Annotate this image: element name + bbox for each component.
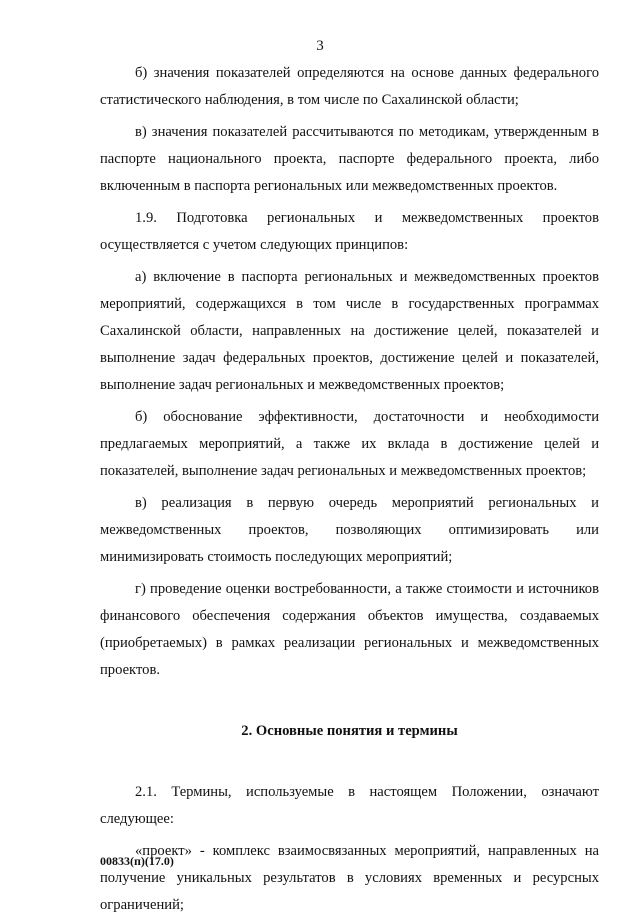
- section-heading: 2. Основные понятия и термины: [241, 723, 458, 739]
- paragraph-principle-b: б) обоснование эффективности, достаточности и необходимости предлагаемых мероприятий, а также их вклада в достижение целей и показателей, выполнение задач региональных и межведомственных проектов;: [100, 409, 599, 479]
- paragraph-indicators-methodology: в) значения показателей рассчитываются по методикам, утвержденным в паспорте национального проекта, паспорте федерального проекта, либо включенным в паспорта региональных или межведомственных проектов.: [100, 124, 599, 194]
- paragraph-clause-2-1: 2.1. Термины, используемые в настоящем Положении, означают следующее:: [100, 784, 599, 827]
- page-number: 3: [316, 38, 324, 54]
- paragraph-clause-1-9: 1.9. Подготовка региональных и межведомственных проектов осуществляется с учетом следующих принципов:: [100, 210, 599, 253]
- document-code: 00833(п)(17.0): [100, 854, 174, 868]
- document-body: [100, 60, 599, 919]
- paragraph-term-project: «проект» - комплекс взаимосвязанных мероприятий, направленных на получение уникальных результатов в условиях временных и ресурсных ограничений;: [100, 843, 599, 913]
- paragraph-principle-a: а) включение в паспорта региональных и межведомственных проектов мероприятий, содержащихся в том числе в государственных программах Сахалинской области, направленных на достижение целей, показателей и выполнение задач федеральных проектов, достижение целей и показателей, выполнение задач региональных и межведомственных проектов;: [100, 269, 599, 393]
- paragraph-indicators-federal-stats: б) значения показателей определяются на основе данных федерального статистического наблюдения, в том числе по Сахалинской области;: [100, 65, 599, 108]
- paragraph-principle-v: в) реализация в первую очередь мероприятий региональных и межведомственных проектов, позволяющих оптимизировать или минимизировать стоимость последующих мероприятий;: [100, 495, 599, 565]
- section-spacer: [100, 745, 599, 779]
- section-spacer: [100, 684, 599, 718]
- paragraph-principle-g: г) проведение оценки востребованности, а также стоимости и источников финансового обеспечения содержания объектов имущества, создаваемых (приобретаемых) в рамках реализации региональных и межведомственных проектов.: [100, 581, 599, 678]
